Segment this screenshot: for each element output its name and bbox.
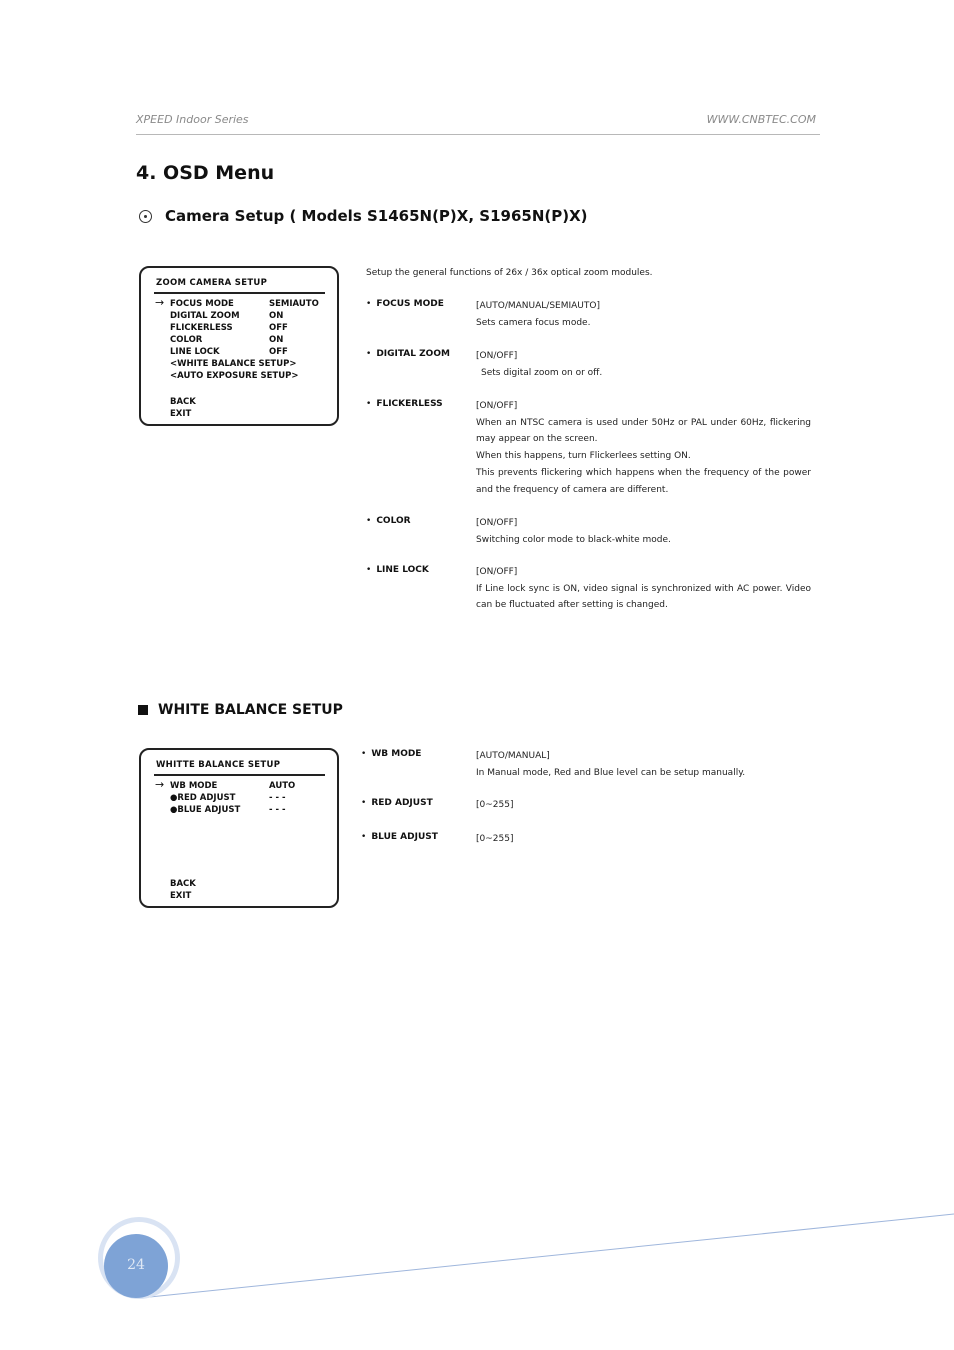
selection-arrow-icon: → <box>155 296 165 309</box>
camera-setup-intro: Setup the general functions of 26x / 36x optical zoom modules. <box>366 268 653 278</box>
osd-item-flickerless: FLICKERLESS <box>170 323 233 333</box>
item-label-blue-adjust: • BLUE ADJUST <box>361 832 438 842</box>
osd-item-red-adjust: ●RED ADJUST <box>170 793 236 803</box>
osd-item-line-lock: LINE LOCK <box>170 347 220 357</box>
osd-item-focus-mode: FOCUS MODE <box>170 299 234 309</box>
osd-title: ZOOM CAMERA SETUP <box>156 278 268 288</box>
osd-title-rule <box>154 292 325 294</box>
page-title: 4. OSD Menu <box>136 162 275 184</box>
item-desc-flickerless: [ON/OFF] When an NTSC camera is used under 50Hz or PAL under 60Hz, flickering may appear on the screen. When this happens, turn Flickerlees setting ON. This prevents flickering which happens when the frequency of the power and the frequency of camera are different. <box>476 401 811 495</box>
item-label-line-lock: • LINE LOCK <box>366 565 429 575</box>
footer-line <box>140 1214 954 1298</box>
osd-item-wb-mode: WB MODE <box>170 781 218 791</box>
footer-decoration <box>0 1200 954 1350</box>
osd-item-back: BACK <box>170 397 196 407</box>
osd-value-digital-zoom: ON <box>269 311 284 321</box>
white-balance-heading <box>138 702 343 718</box>
header-series: XPEED Indoor Series <box>136 113 249 126</box>
osd-value-focus-mode: SEMIAUTO <box>269 299 319 309</box>
item-label-red-adjust: • RED ADJUST <box>361 798 433 808</box>
osd-item-auto-exposure-setup: <AUTO EXPOSURE SETUP> <box>170 371 299 381</box>
black-square-icon <box>138 705 148 715</box>
white-balance-osd-panel <box>139 748 339 908</box>
item-desc-color: [ON/OFF] Switching color mode to black-white mode. <box>476 518 671 545</box>
osd-item-exit: EXIT <box>170 891 192 901</box>
item-desc-red-adjust: [0~255] <box>476 800 514 810</box>
selection-arrow-icon: → <box>155 778 165 791</box>
osd-value-flickerless: OFF <box>269 323 288 333</box>
osd-title-rule <box>154 774 325 776</box>
osd-value-color: ON <box>269 335 284 345</box>
osd-item-back: BACK <box>170 879 196 889</box>
item-label-color: • COLOR <box>366 516 411 526</box>
item-desc-line-lock: [ON/OFF] If Line lock sync is ON, video signal is synchronized with AC power. Video can be fluctuated after setting is changed. <box>476 567 811 611</box>
osd-item-digital-zoom: DIGITAL ZOOM <box>170 311 240 321</box>
item-desc-focus-mode: [AUTO/MANUAL/SEMIAUTO] Sets camera focus mode. <box>476 301 600 328</box>
header-website: WWW.CNBTEC.COM <box>706 113 816 126</box>
osd-value-red-adjust: - - - <box>269 793 286 803</box>
osd-value-line-lock: OFF <box>269 347 288 357</box>
camera-setup-heading <box>138 207 588 225</box>
item-desc-digital-zoom: [ON/OFF] Sets digital zoom on or off. <box>476 351 603 378</box>
target-circle-icon <box>139 210 152 223</box>
osd-title: WHITTE BALANCE SETUP <box>156 760 281 770</box>
osd-item-color: COLOR <box>170 335 203 345</box>
item-desc-wb-mode: [AUTO/MANUAL] In Manual mode, Red and Blue level can be setup manually. <box>476 751 746 778</box>
item-desc-blue-adjust: [0~255] <box>476 834 514 844</box>
osd-value-blue-adjust: - - - <box>269 805 286 815</box>
item-label-focus-mode: • FOCUS MODE <box>366 299 444 309</box>
osd-item-white-balance-setup: <WHITE BALANCE SETUP> <box>170 359 297 369</box>
header-divider <box>136 134 820 135</box>
camera-setup-heading-text: Camera Setup ( Models S1465N(P)X, S1965N(P)X) <box>165 207 588 225</box>
osd-item-exit: EXIT <box>170 409 192 419</box>
zoom-camera-osd-panel <box>139 266 339 426</box>
page-number: 24 <box>127 1257 145 1273</box>
osd-item-blue-adjust: ●BLUE ADJUST <box>170 805 241 815</box>
osd-value-wb-mode: AUTO <box>269 781 296 791</box>
item-label-wb-mode: • WB MODE <box>361 749 422 759</box>
white-balance-heading-text: WHITE BALANCE SETUP <box>158 702 343 718</box>
item-label-digital-zoom: • DIGITAL ZOOM <box>366 349 450 359</box>
item-label-flickerless: • FLICKERLESS <box>366 399 443 409</box>
